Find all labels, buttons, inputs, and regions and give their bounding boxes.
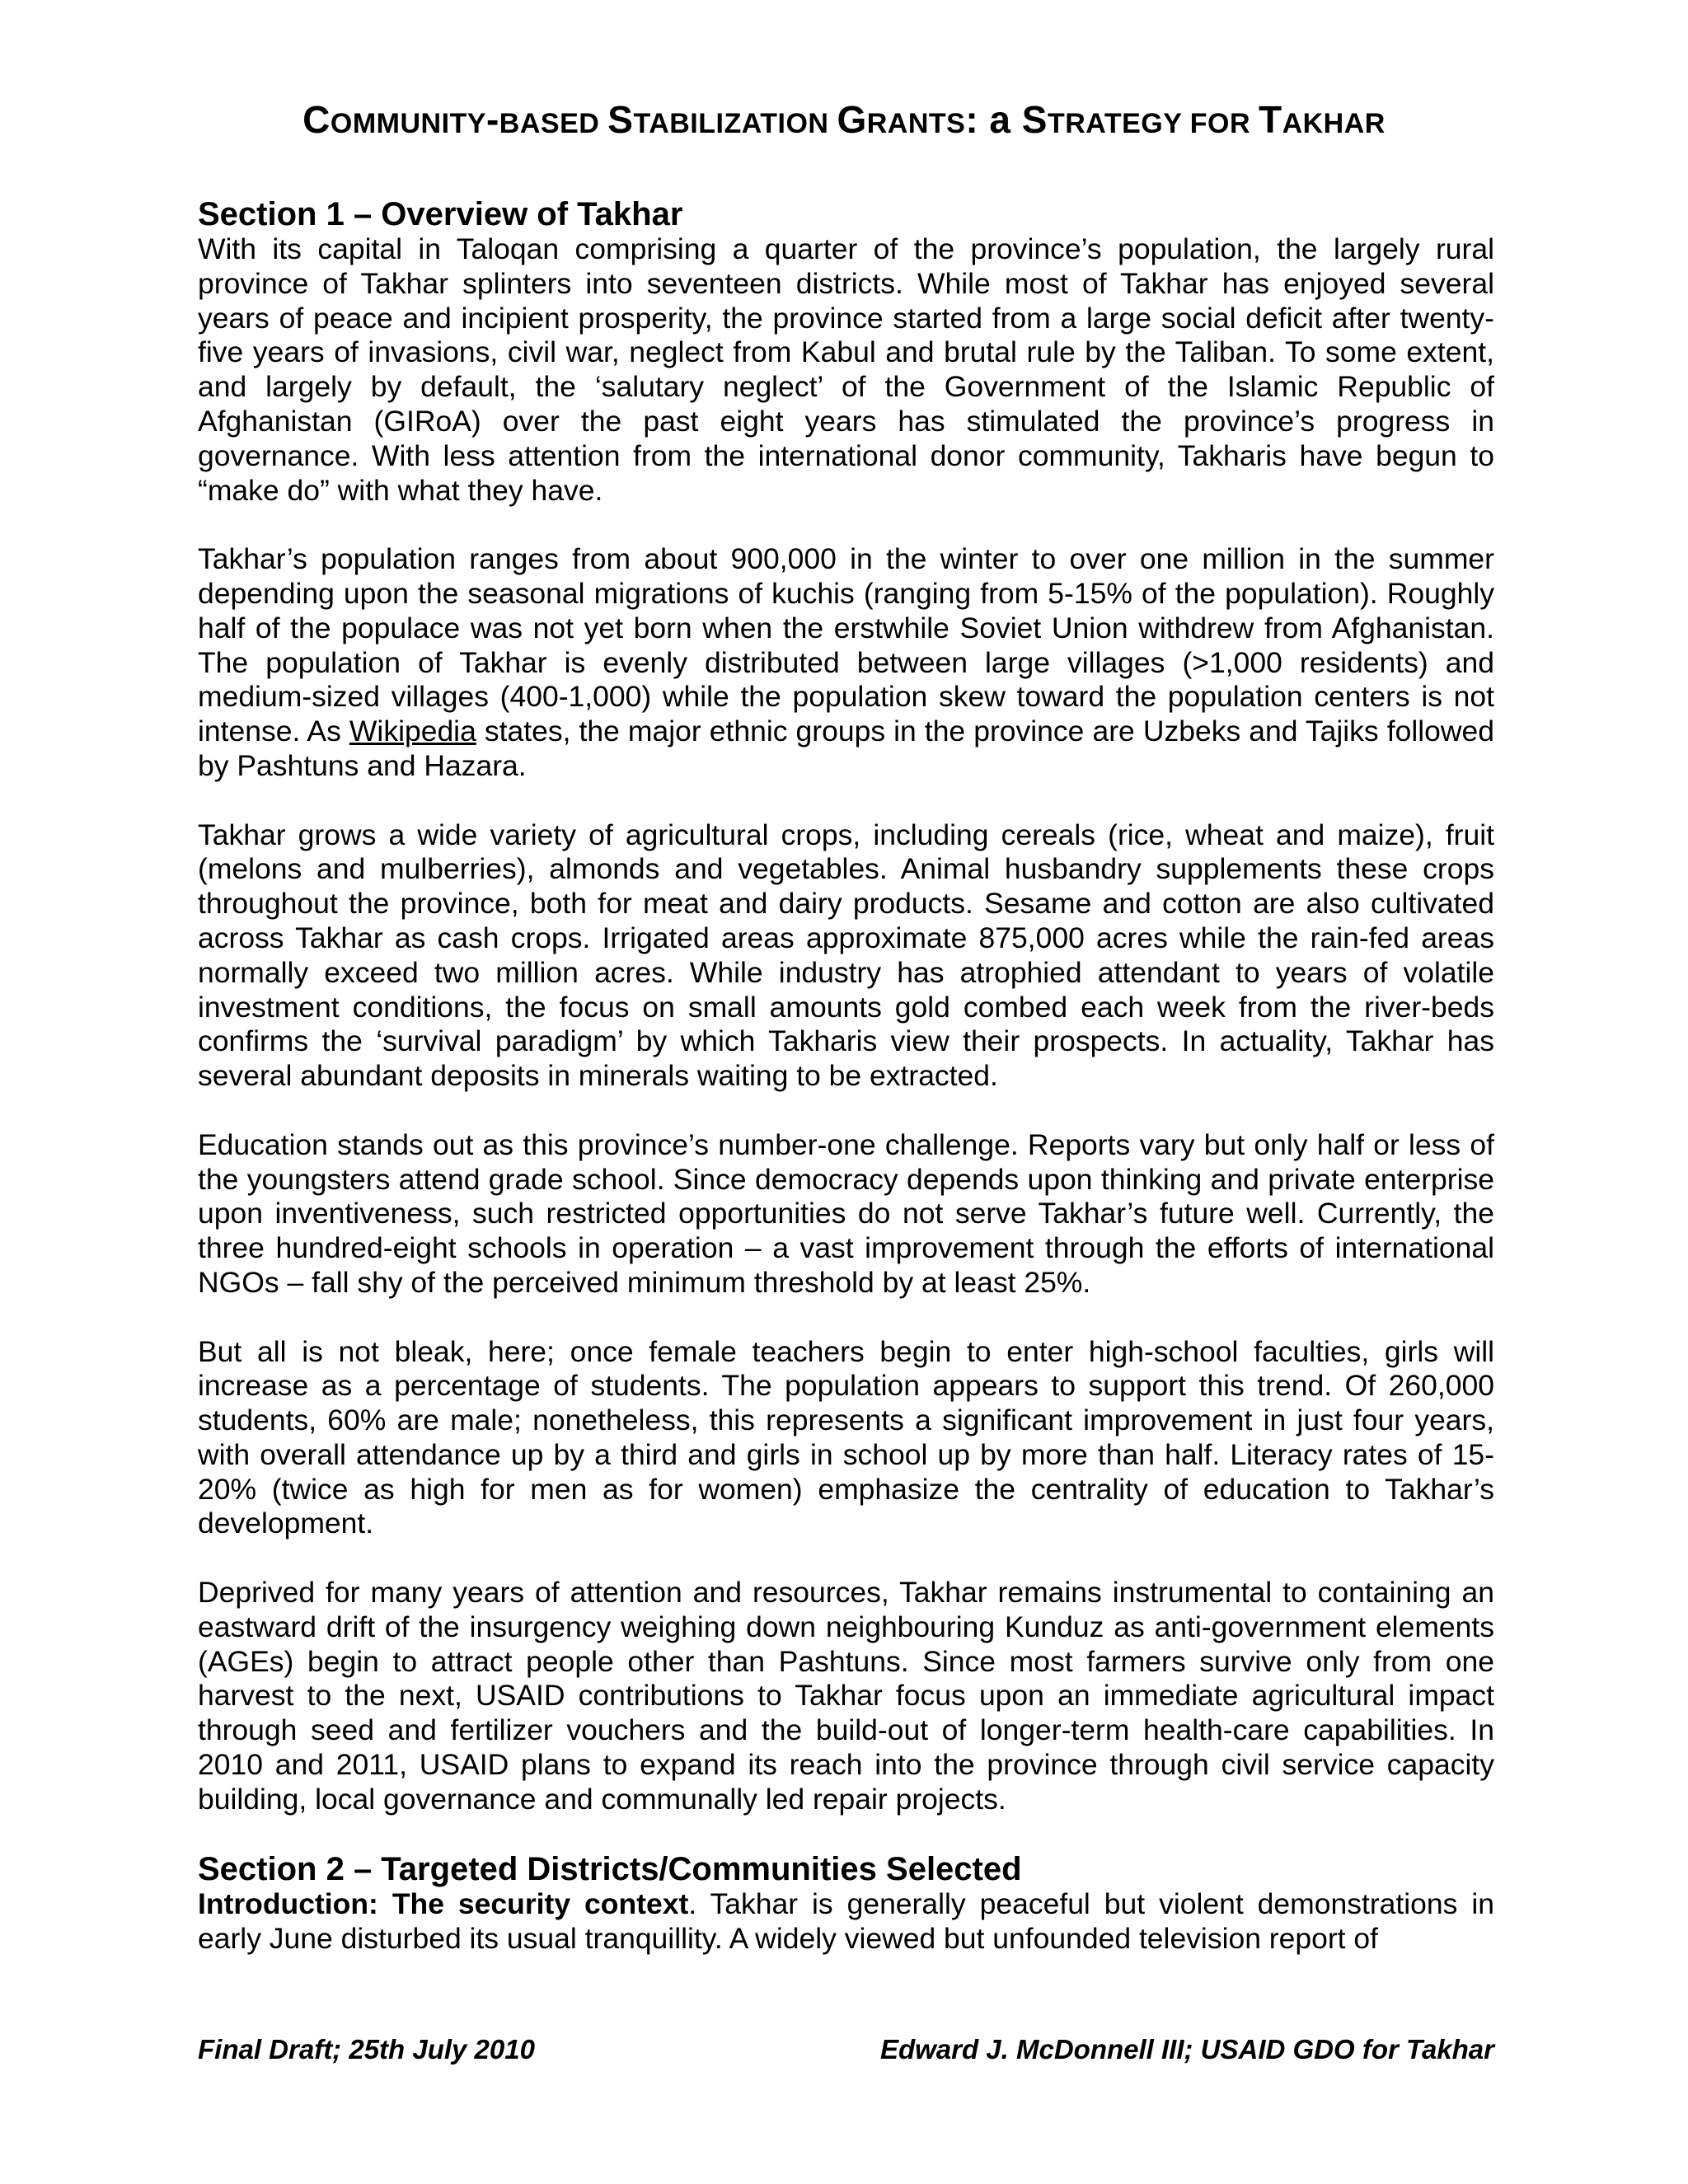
document-title: COMMUNITY-BASED STABILIZATION GRANTS: a STRATEGY FOR TAKHAR — [302, 98, 1386, 141]
section-1-paragraph-5: But all is not bleak, here; once female teachers begin to enter high-school faculties, girls will increase as a percentage of students. The population appears to support this trend. Of 260,000 students, 60% are male; nonetheless, this represents a significant improvement in just four years, with overall attendance up by a third and girls in school up by more than half. Literacy rates of 15-20% (twice as high for men as for women) emphasize the centrality of education to Takhar’s development. — [198, 1334, 1494, 1540]
wikipedia-link[interactable]: Wikipedia — [349, 715, 476, 748]
section-1-paragraph-4: Education stands out as this province’s number-one challenge. Reports vary but only half or less of the youngsters attend grade school. Since democracy depends upon thinking and private enterprise upon inventiveness, such restricted opportunities do not serve Takhar’s future well. Currently, the three hundred-eight schools in operation – a vast improvement through the efforts of international NGOs – fall shy of the perceived minimum threshold by at least 25%. — [198, 1127, 1494, 1299]
section-1-paragraph-3: Takhar grows a wide variety of agricultural crops, including cereals (rice, wheat and maize), fruit (melons and mulberries), almonds and vegetables. Animal husbandry supplements these crops throughout the province, both for meat and dairy products. Sesame and cotton are also cultivated across Takhar as cash crops. Irrigated areas approximate 875,000 acres while the rain-fed areas normally exceed two million acres. While industry has atrophied attendant to years of volatile investment conditions, the focus on small amounts gold combed each week from the river-beds confirms the ‘survival paradigm’ by which Takharis view their prospects. In actuality, Takhar has several abundant deposits in minerals waiting to be extracted. — [198, 818, 1494, 1093]
section-1-paragraph-6: Deprived for many years of attention and resources, Takhar remains instrumental to containing an eastward drift of the insurgency weighing down neighbouring Kunduz as anti-government elements (AGEs) begin to attract people other than Pashtuns. Since most farmers survive only from one harvest to the next, USAID contributions to Takhar focus upon an immediate agricultural impact through seed and fertilizer vouchers and the build-out of longer-term health-care capabilities. In 2010 and 2011, USAID plans to expand its reach into the province through civil service capacity building, local governance and communally led repair projects. — [198, 1576, 1494, 1816]
section-1-paragraph-1: With its capital in Taloqan comprising a quarter of the province’s population, the largely rural province of Takhar splinters into seventeen districts. While most of Takhar has enjoyed several years of peace and incipient prosperity, the province started from a large social deficit after twenty-five years of invasions, civil war, neglect from Kabul and brutal rule by the Taliban. To some extent, and largely by default, the ‘salutary neglect’ of the Government of the Islamic Republic of Afghanistan (GIRoA) over the past eight years has stimulated the province’s progress in governance. With less attention from the international donor community, Takharis have begun to “make do” with what they have. — [198, 232, 1494, 507]
section-2-heading: Section 2 – Targeted Districts/Communities Selected — [198, 1851, 1022, 1888]
section-1-paragraph-2: Takhar’s population ranges from about 900,000 in the winter to over one million in the summer depending upon the seasonal migrations of kuchis (ranging from 5-15% of the population). Roughly half of the populace was not yet born when the erstwhile Soviet Union withdrew from Afghanistan. The population of Takhar is evenly distributed between large villages (>1,000 residents) and medium-sized villages (400-1,000) while the population skew toward the population centers is not intense. As Wikipedia states, the major ethnic groups in the province are Uzbeks and Tajiks followed by Pashtuns and Hazara. — [198, 542, 1494, 782]
footer-draft-date: Final Draft; 25th July 2010 — [198, 2034, 535, 2064]
document-body — [198, 196, 1494, 1991]
section-1-heading: Section 1 – Overview of Takhar — [198, 196, 683, 232]
section-2-intro-paragraph: Introduction: The security context. Takhar is generally peaceful but violent demonstrations in early June disturbed its usual tranquillity. A widely viewed but unfounded television report of — [198, 1887, 1494, 1956]
intro-label: Introduction: The security context — [198, 1887, 689, 1921]
footer-author: Edward J. McDonnell III; USAID GDO for Takhar — [879, 2034, 1494, 2064]
